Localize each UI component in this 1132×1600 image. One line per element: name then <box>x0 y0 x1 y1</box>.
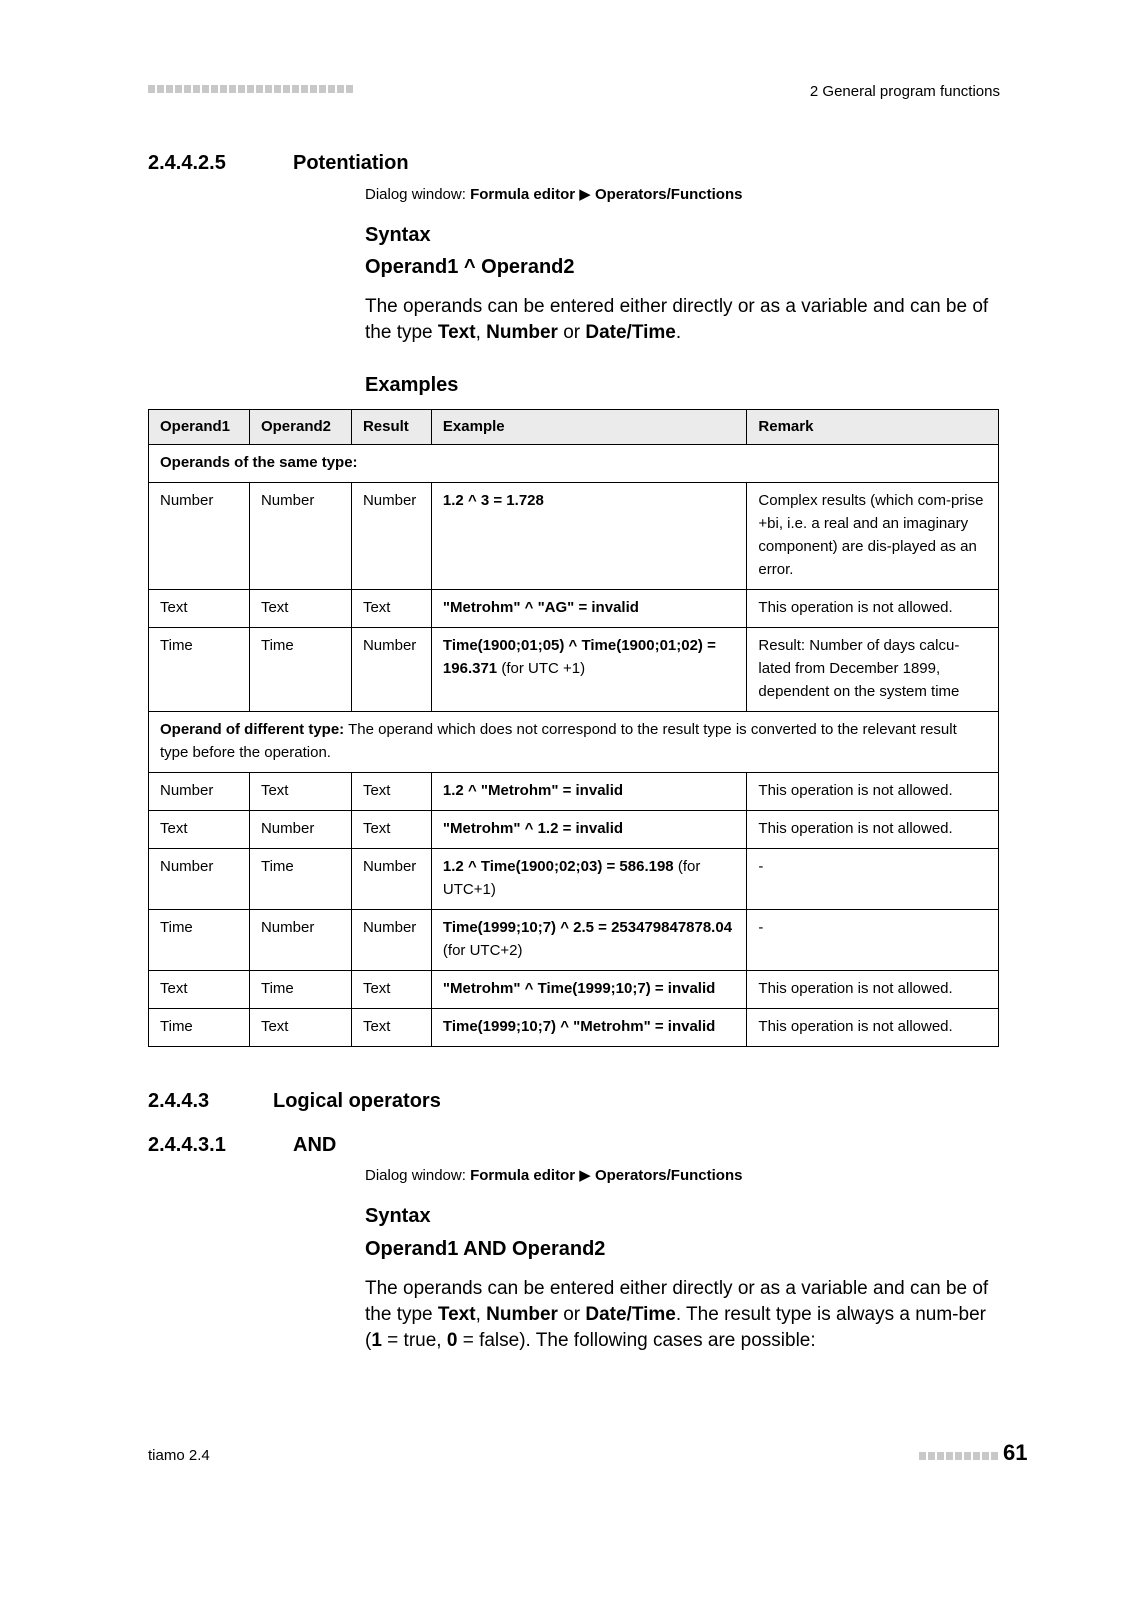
table-header-row <box>149 410 999 445</box>
cell-result: Number <box>351 849 431 910</box>
cell-result: Text <box>351 590 431 628</box>
operands-paragraph: The operands can be entered either directly or as a variable and can be of the type Text, Number or Date/Time. <box>365 296 989 343</box>
cell-remark: This operation is not allowed. <box>747 971 999 1009</box>
cell-remark: Complex results (which com-prise +bi, i.e. a real and an imaginary component) are dis-played as an error. <box>747 483 999 590</box>
cell-remark: This operation is not allowed. <box>747 773 999 811</box>
cell-result: Number <box>351 910 431 971</box>
cell-example: 1.2 ^ "Metrohm" = invalid <box>431 773 746 811</box>
table-row <box>149 628 999 712</box>
dialog-window-line: Dialog window: Formula editor ▶ Operators/Functions <box>365 1167 743 1184</box>
syntax-expression: Operand1 AND Operand2 <box>365 1238 606 1260</box>
cell-example: Time(1999;10;7) ^ 2.5 = 253479847878.04 (for UTC+2) <box>431 910 746 971</box>
running-head: 2 General program functions <box>809 83 1000 100</box>
section-title: Potentiation <box>293 152 409 174</box>
table-row <box>149 773 999 811</box>
col-header-remark: Remark <box>747 410 999 445</box>
col-header-operand2: Operand2 <box>249 410 351 445</box>
col-header-example: Example <box>431 410 746 445</box>
table-row <box>149 910 999 971</box>
syntax-expression: Operand1 ^ Operand2 <box>365 256 575 278</box>
cell-operand2: Number <box>249 483 351 590</box>
cell-example: 1.2 ^ Time(1900;02;03) = 586.198 (for UTC+1) <box>431 849 746 910</box>
cell-operand1: Number <box>149 849 250 910</box>
section-number: 2.4.4.2.5 <box>148 152 226 174</box>
header-decoration <box>148 85 353 95</box>
cell-operand1: Time <box>149 628 250 712</box>
table-row <box>149 811 999 849</box>
footer-decoration <box>919 1452 998 1462</box>
cell-operand1: Text <box>149 590 250 628</box>
cell-result: Number <box>351 483 431 590</box>
cell-result: Text <box>351 971 431 1009</box>
cell-example: "Metrohm" ^ 1.2 = invalid <box>431 811 746 849</box>
cell-operand2: Number <box>249 910 351 971</box>
examples-table <box>148 409 999 1047</box>
cell-operand2: Time <box>249 849 351 910</box>
dialog-window-line: Dialog window: Formula editor ▶ Operators/Functions <box>365 186 743 203</box>
examples-heading: Examples <box>365 374 459 396</box>
cell-remark: This operation is not allowed. <box>747 811 999 849</box>
cell-example: Time(1900;01;05) ^ Time(1900;01;02) = 196.371 (for UTC +1) <box>431 628 746 712</box>
table-row <box>149 590 999 628</box>
cell-operand1: Number <box>149 483 250 590</box>
table-row <box>149 483 999 590</box>
cell-remark: This operation is not allowed. <box>747 1009 999 1047</box>
cell-operand1: Time <box>149 1009 250 1047</box>
cell-operand1: Text <box>149 811 250 849</box>
col-header-operand1: Operand1 <box>149 410 250 445</box>
syntax-heading: Syntax <box>365 1205 431 1227</box>
cell-example: "Metrohm" ^ "AG" = invalid <box>431 590 746 628</box>
cell-operand1: Text <box>149 971 250 1009</box>
cell-remark: - <box>747 849 999 910</box>
cell-operand2: Time <box>249 971 351 1009</box>
page-number: 61 <box>1003 1440 1028 1465</box>
cell-result: Text <box>351 811 431 849</box>
cell-operand1: Time <box>149 910 250 971</box>
group-row <box>149 712 999 773</box>
cell-operand1: Number <box>149 773 250 811</box>
cell-operand2: Text <box>249 1009 351 1047</box>
cell-result: Text <box>351 773 431 811</box>
cell-remark: Result: Number of days calcu-lated from December 1899, dependent on the system time <box>747 628 999 712</box>
cell-remark: - <box>747 910 999 971</box>
cell-operand2: Time <box>249 628 351 712</box>
cell-operand2: Number <box>249 811 351 849</box>
footer-product: tiamo 2.4 <box>148 1447 210 1464</box>
table-row <box>149 849 999 910</box>
cell-example: Time(1999;10;7) ^ "Metrohm" = invalid <box>431 1009 746 1047</box>
cell-remark: This operation is not allowed. <box>747 590 999 628</box>
group-description: Operand of different type: The operand which does not correspond to the result type is converted to the relevant result type before the operation. <box>149 712 999 773</box>
table-row <box>149 1009 999 1047</box>
group-row <box>149 445 999 483</box>
cell-result: Text <box>351 1009 431 1047</box>
cell-operand2: Text <box>249 590 351 628</box>
table-row <box>149 971 999 1009</box>
section-title: AND <box>293 1134 337 1156</box>
section-title: Logical operators <box>273 1090 441 1112</box>
cell-operand2: Text <box>249 773 351 811</box>
section-number: 2.4.4.3 <box>148 1090 210 1112</box>
group-label: Operands of the same type: <box>149 445 999 483</box>
syntax-heading: Syntax <box>365 224 431 246</box>
cell-example: 1.2 ^ 3 = 1.728 <box>431 483 746 590</box>
section-number: 2.4.4.3.1 <box>148 1134 226 1156</box>
operands-paragraph: The operands can be entered either directly or as a variable and can be of the type Text, Number or Date/Time. The result type is always a num-ber (1 = true, 0 = false). The following cases are possible: <box>365 1278 989 1351</box>
col-header-result: Result <box>351 410 431 445</box>
cell-example: "Metrohm" ^ Time(1999;10;7) = invalid <box>431 971 746 1009</box>
cell-result: Number <box>351 628 431 712</box>
